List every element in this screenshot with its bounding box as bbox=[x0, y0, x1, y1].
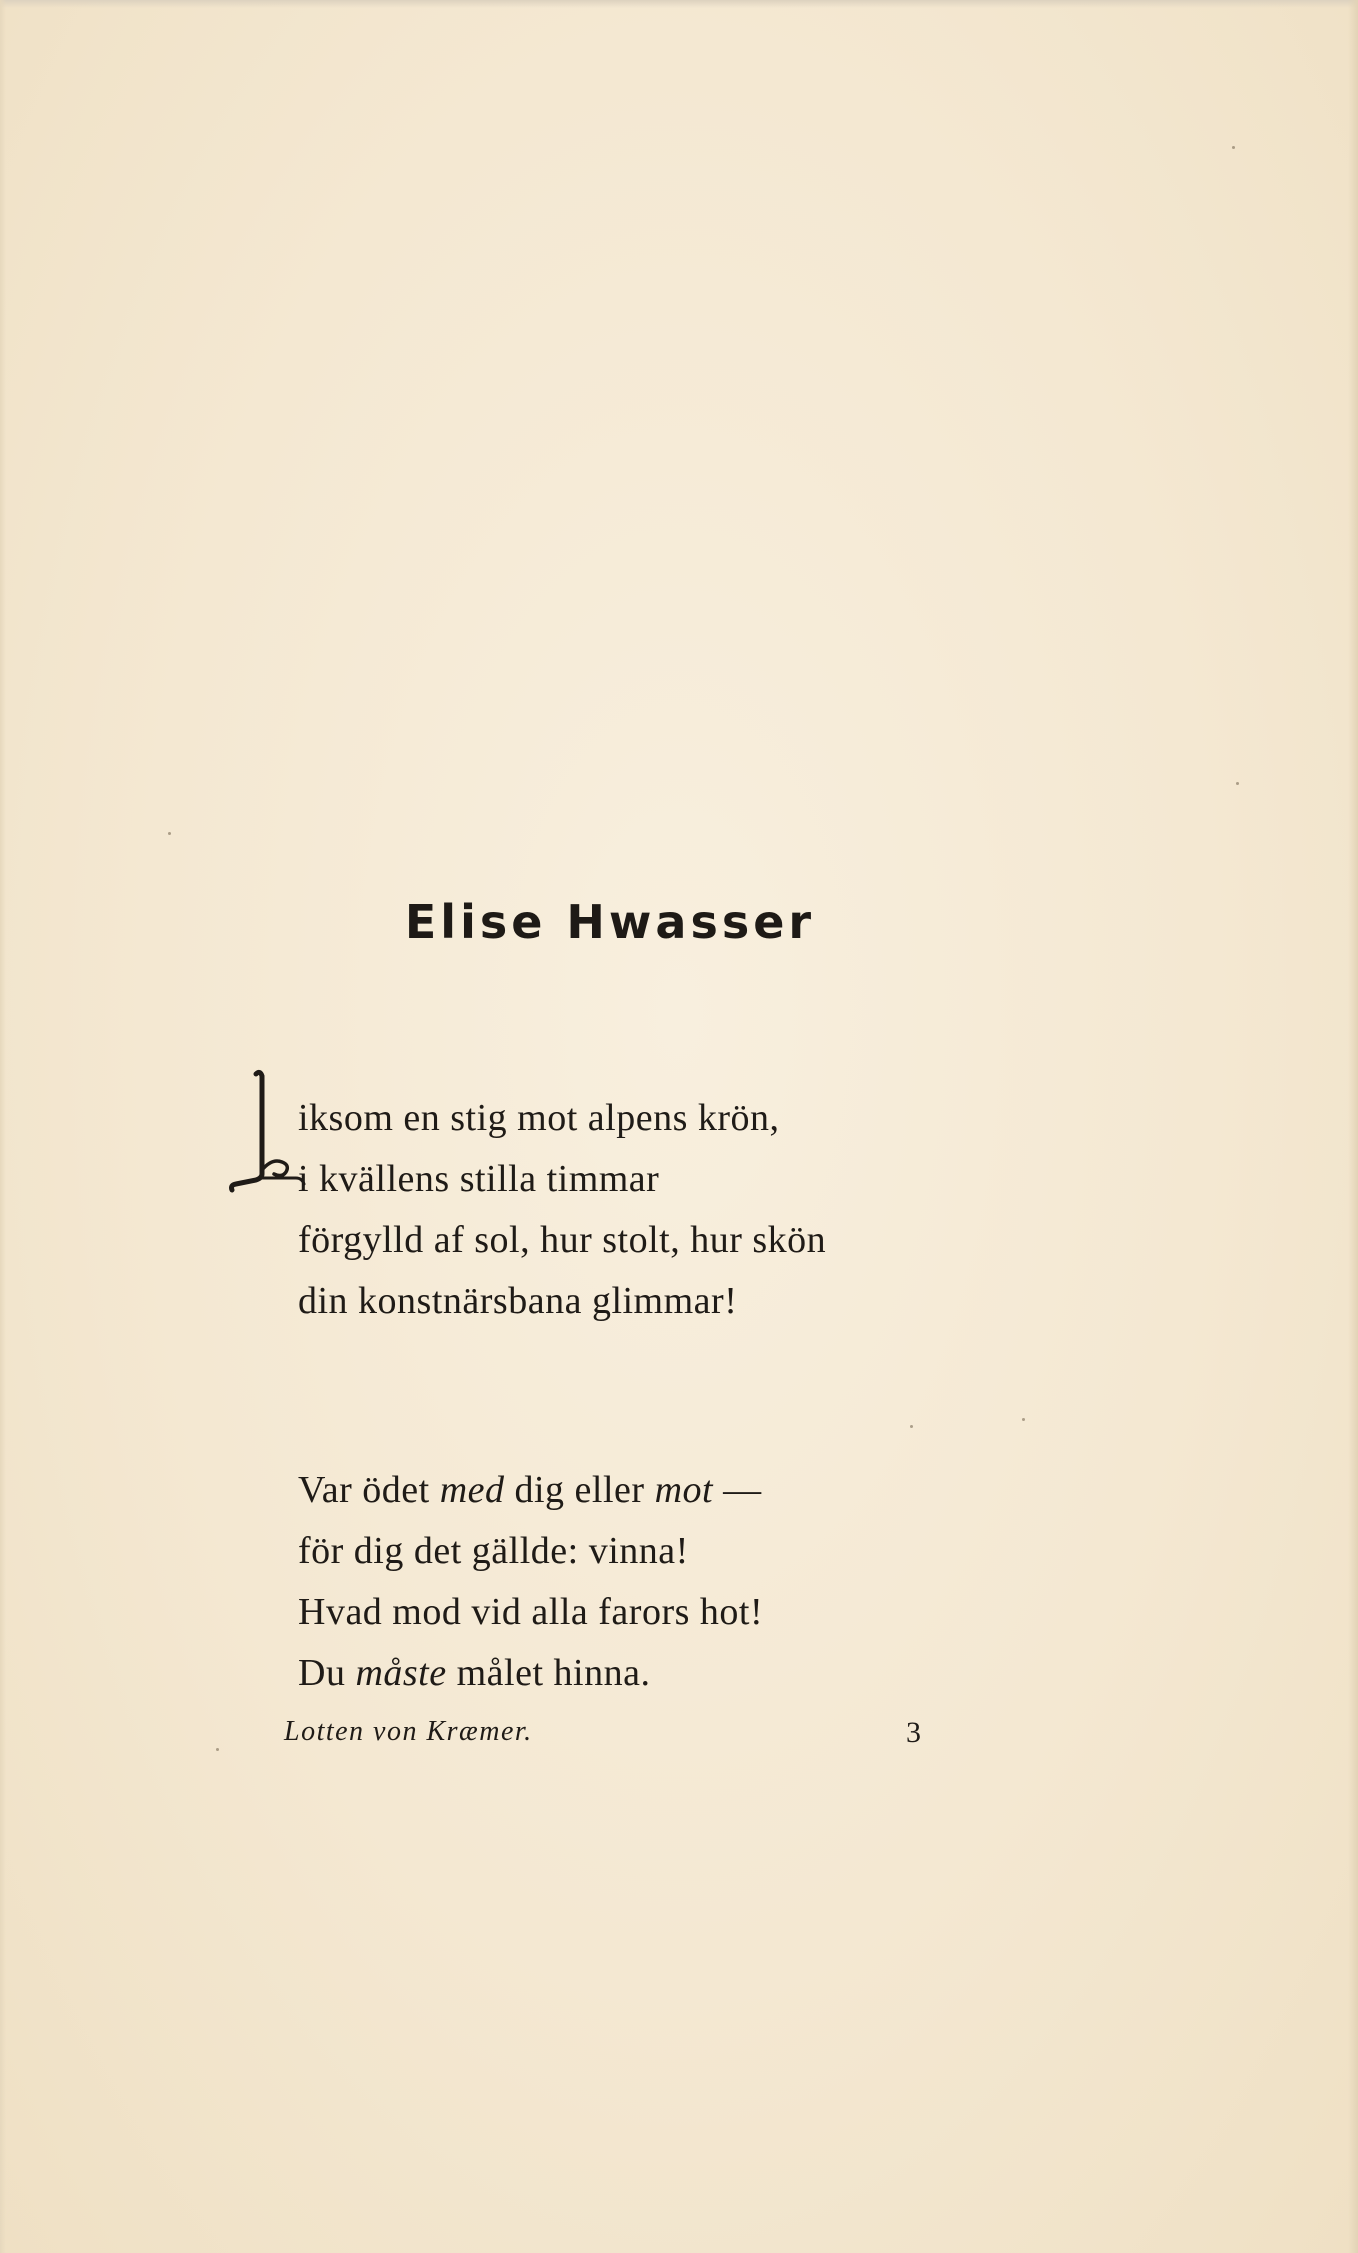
poem-line bbox=[298, 1149, 826, 1210]
line-text: förgylld af sol, hur stolt, hur skön bbox=[298, 1219, 827, 1261]
emphasized-word: mot bbox=[654, 1469, 714, 1511]
line-text: Hvad mod vid alla farors hot! bbox=[298, 1591, 764, 1633]
emphasized-word: måste bbox=[355, 1652, 447, 1694]
paper-speck bbox=[1022, 1418, 1025, 1421]
stanza-1 bbox=[298, 1088, 826, 1332]
paper-speck bbox=[168, 832, 171, 835]
poem-line bbox=[298, 1088, 826, 1149]
stanza-2 bbox=[298, 1460, 763, 1704]
paper-speck bbox=[1236, 782, 1239, 785]
poem-line bbox=[298, 1582, 763, 1643]
line-text: Du bbox=[298, 1652, 356, 1694]
line-text: målet hinna. bbox=[446, 1652, 651, 1694]
poem-line bbox=[298, 1210, 826, 1271]
line-text: — bbox=[713, 1469, 762, 1511]
line-text: i kvällens stilla timmar bbox=[298, 1158, 660, 1200]
decorative-initial-l bbox=[226, 1066, 306, 1194]
poem-line bbox=[298, 1521, 763, 1582]
page-number: 3 bbox=[906, 1716, 921, 1749]
page-left-edge bbox=[0, 0, 6, 2253]
poem-line bbox=[298, 1271, 826, 1332]
page-right-edge bbox=[1348, 0, 1358, 2253]
line-text: iksom en stig mot alpens krön, bbox=[298, 1097, 780, 1139]
paper-speck bbox=[1232, 146, 1235, 149]
page-top-edge bbox=[0, 0, 1358, 8]
line-text: dig eller bbox=[504, 1469, 655, 1511]
poem-title: Elise Hwasser bbox=[404, 895, 816, 949]
poem-line bbox=[298, 1643, 763, 1704]
author-signature: Lotten von Kræmer. bbox=[284, 1716, 533, 1747]
paper-speck bbox=[910, 1425, 913, 1428]
line-text: Var ödet bbox=[298, 1469, 440, 1511]
line-text: din konstnärsbana glimmar! bbox=[298, 1280, 738, 1322]
emphasized-word: med bbox=[439, 1469, 505, 1511]
line-text: för dig det gällde: vinna! bbox=[298, 1530, 689, 1572]
poem-line bbox=[298, 1460, 763, 1521]
paper-speck bbox=[216, 1748, 219, 1751]
